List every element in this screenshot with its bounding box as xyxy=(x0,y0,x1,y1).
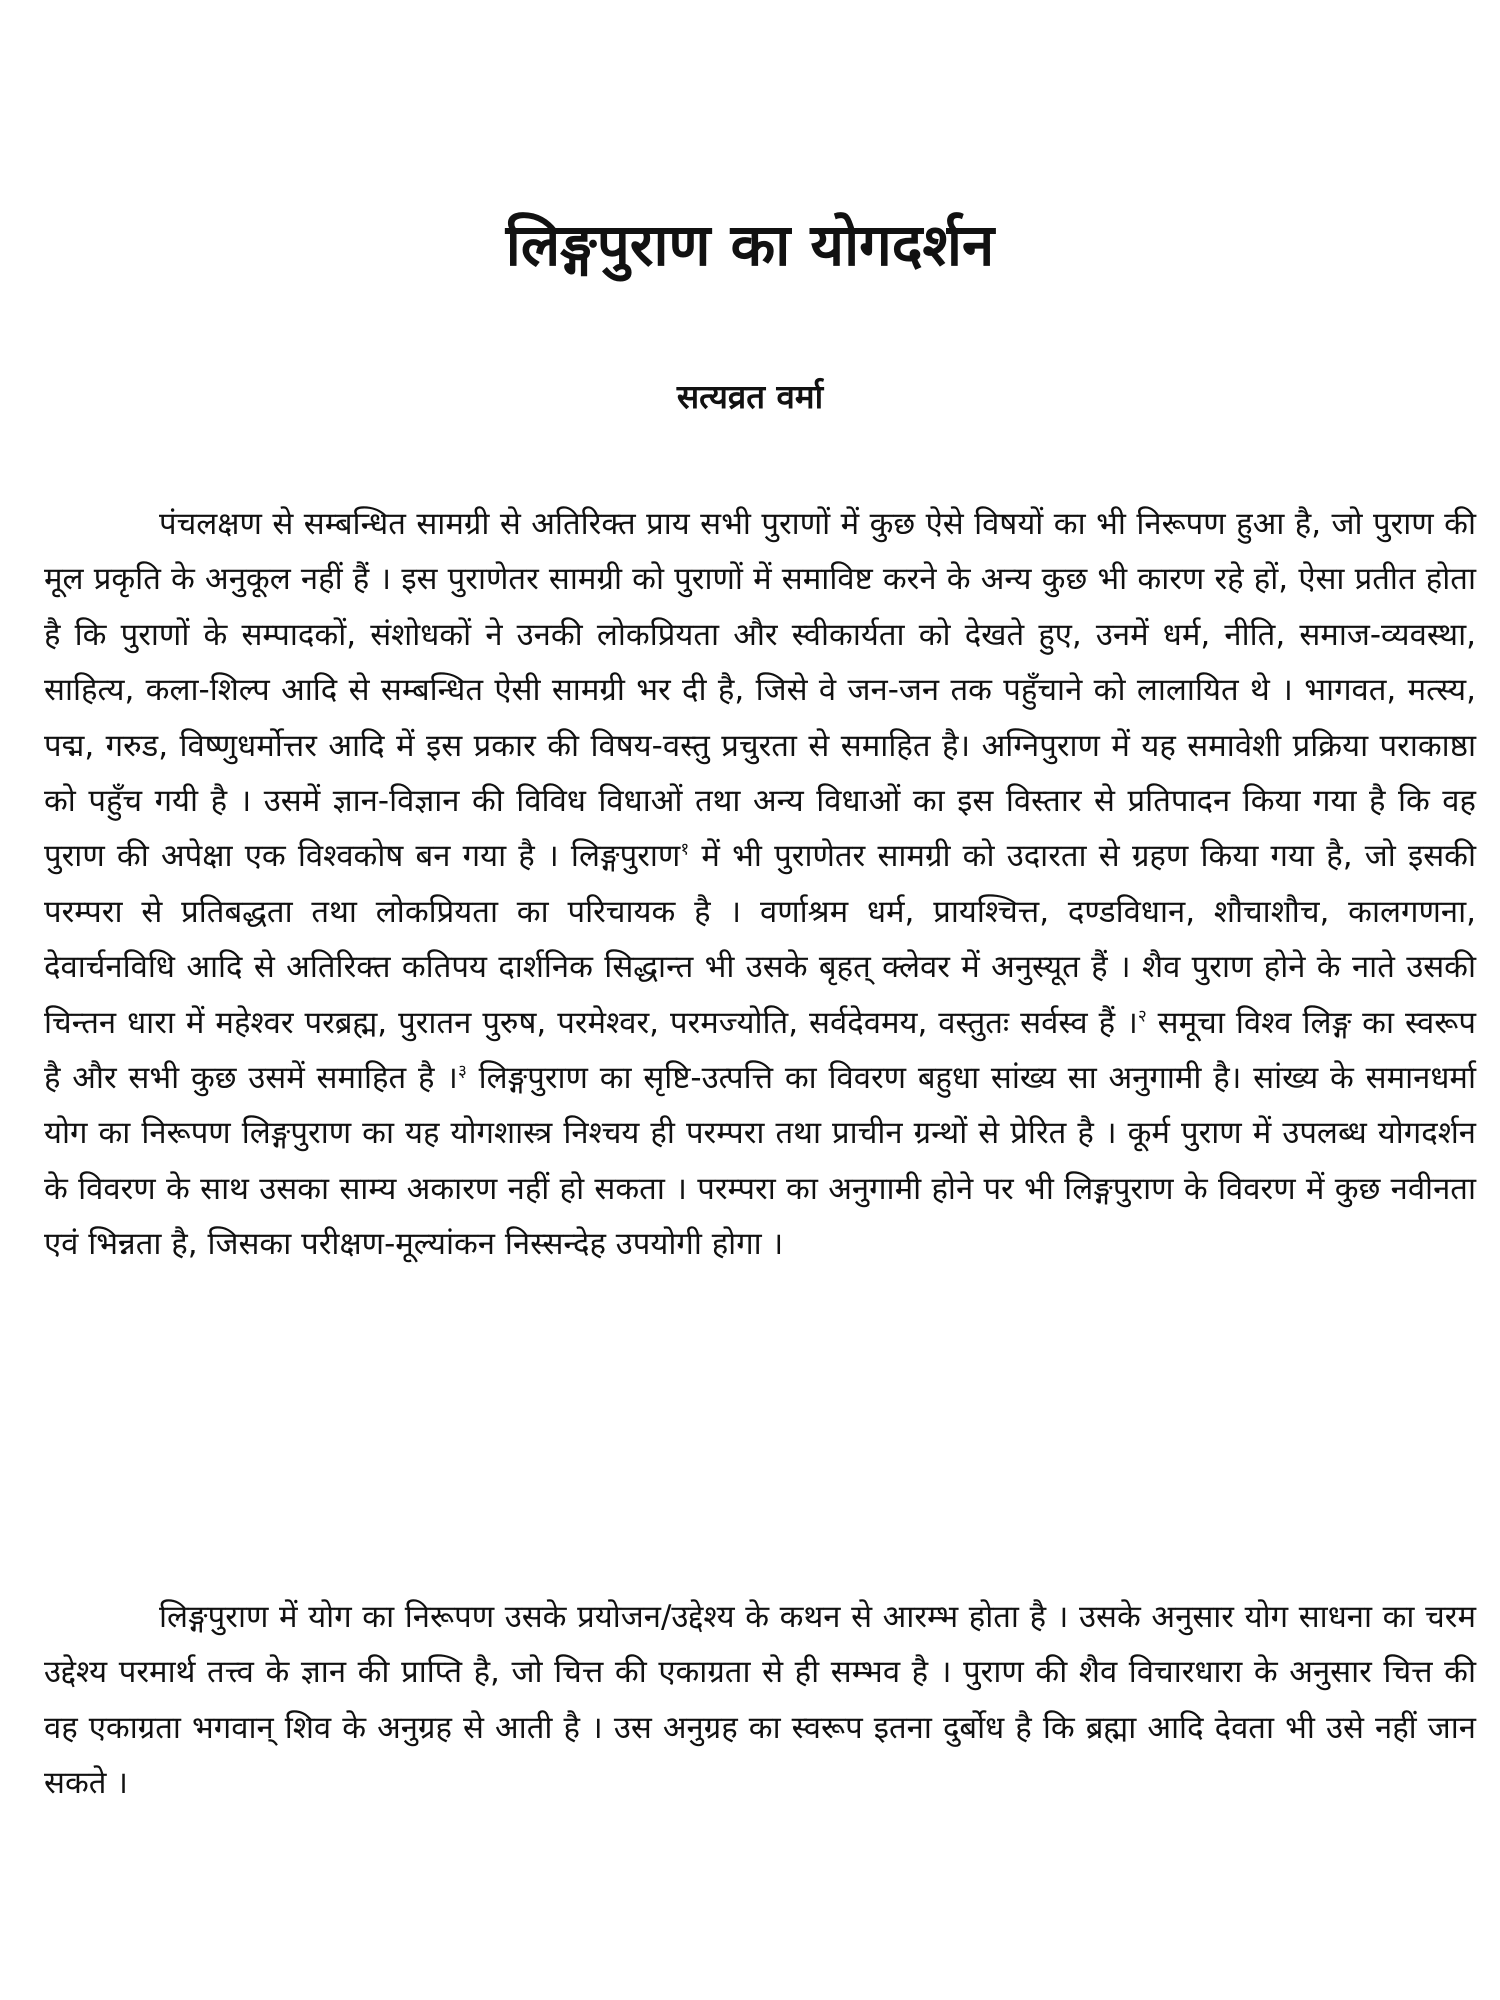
paragraph-text: पंचलक्षण से सम्बन्धित सामग्री से अतिरिक्त प्राय सभी पुराणों में कुछ ऐसे विषयों का भी निरूपण हुआ है, जो पुराण की मूल प्रकृति के अनुकूल नहीं हैं । इस पुराणेतर सामग्री को पुराणों में समाविष्ट करने के अन्य कुछ भी कारण रहे हों, ऐसा प्रतीत होता है कि पुराणों के सम्पादकों, संशोधकों ने उनकी लोकप्रियता और स्वीकार्यता को देखते हुए, उनमें धर्म, नीति, समाज-व्यवस्था, साहित्य, कला-शिल्प आदि से सम्बन्धित ऐसी सामग्री भर दी है, जिसे वे जन-जन तक पहुँचाने को लालायित थे । भागवत, मत्स्य, पद्म, गरुड, विष्णुधर्मोत्तर आदि में इस प्रकार की विषय-वस्तु प्रचुरता से समाहित है। अग्निपुराण में यह समावेशी प्रक्रिया पराकाष्ठा को पहुँच गयी है । उसमें ज्ञान-विज्ञान की विविध विधाओं तथा अन्य विधाओं का इस विस्तार से प्रतिपादन किया गया है कि वह पुराण की अपेक्षा एक विश्वकोष बन गया है । लिङ्गपुराण xyxy=(44,506,1476,875)
footnote-marker-2: २ xyxy=(1137,1006,1147,1027)
body-paragraph-1 xyxy=(44,497,1476,1273)
paragraph-text: लिङ्गपुराण में योग का निरूपण उसके प्रयोजन/उद्देश्य के कथन से आरम्भ होता है । उसके अनुसार योग साधना का चरम उद्देश्य परमार्थ तत्त्व के ज्ञान की प्राप्ति है, जो चित्त की एकाग्रता से ही सम्भव है । पुराण की शैव विचारधारा के अनुसार चित्त की वह एकाग्रता भगवान् शिव के अनुग्रह से आती है । उस अनुग्रह का स्वरूप इतना दुर्बोध है कि ब्रह्मा आदि देवता भी उसे नहीं जान सकते । xyxy=(44,1599,1476,1802)
body-paragraph-2 xyxy=(44,1590,1476,1812)
footnote-marker-1: १ xyxy=(680,840,690,861)
paragraph-text: समूचा विश्व लिङ्ग का स्वरूप है और सभी कुछ उसमें समाहित है । xyxy=(44,1004,1476,1097)
paragraph-text: लिङ्गपुराण का सृष्टि-उत्पत्ति का विवरण बहुधा सांख्य सा अनुगामी है। सांख्य के समानधर्मा योग का निरूपण लिङ्गपुराण का यह योगशास्त्र निश्चय ही परम्परा तथा प्राचीन ग्रन्थों से प्रेरित है । कूर्म पुराण में उपलब्ध योगदर्शन के विवरण के साथ उसका साम्य अकारण नहीं हो सकता । परम्परा का अनुगामी होने पर भी लिङ्गपुराण के विवरण में कुछ नवीनता एवं भिन्नता है, जिसका परीक्षण-मूल्यांकन निस्सन्देह उपयोगी होगा । xyxy=(44,1060,1476,1263)
paragraph-text: में भी पुराणेतर सामग्री को उदारता से ग्रहण किया गया है, जो इसकी परम्परा से प्रतिबद्धता तथा लोकप्रियता का परिचायक है । वर्णाश्रम धर्म, प्रायश्चित्त, दण्डविधान, शौचाशौच, कालगणना, देवार्चनविधि आदि से अतिरिक्त कतिपय दार्शनिक सिद्धान्त भी उसके बृहत् क्लेवर में अनुस्यूत हैं । शैव पुराण होने के नाते उसकी चिन्तन धारा में महेश्वर परब्रह्म, पुरातन पुरुष, परमेश्वर, परमज्योति, सर्वदेवमय, वस्तुतः सर्वस्व हैं । xyxy=(44,838,1476,1041)
footnote-marker-3: ३ xyxy=(457,1061,467,1082)
author-name: सत्यव्रत वर्मा xyxy=(676,377,824,416)
page-title: लिङ्गपुराण का योगदर्शन xyxy=(505,211,995,279)
